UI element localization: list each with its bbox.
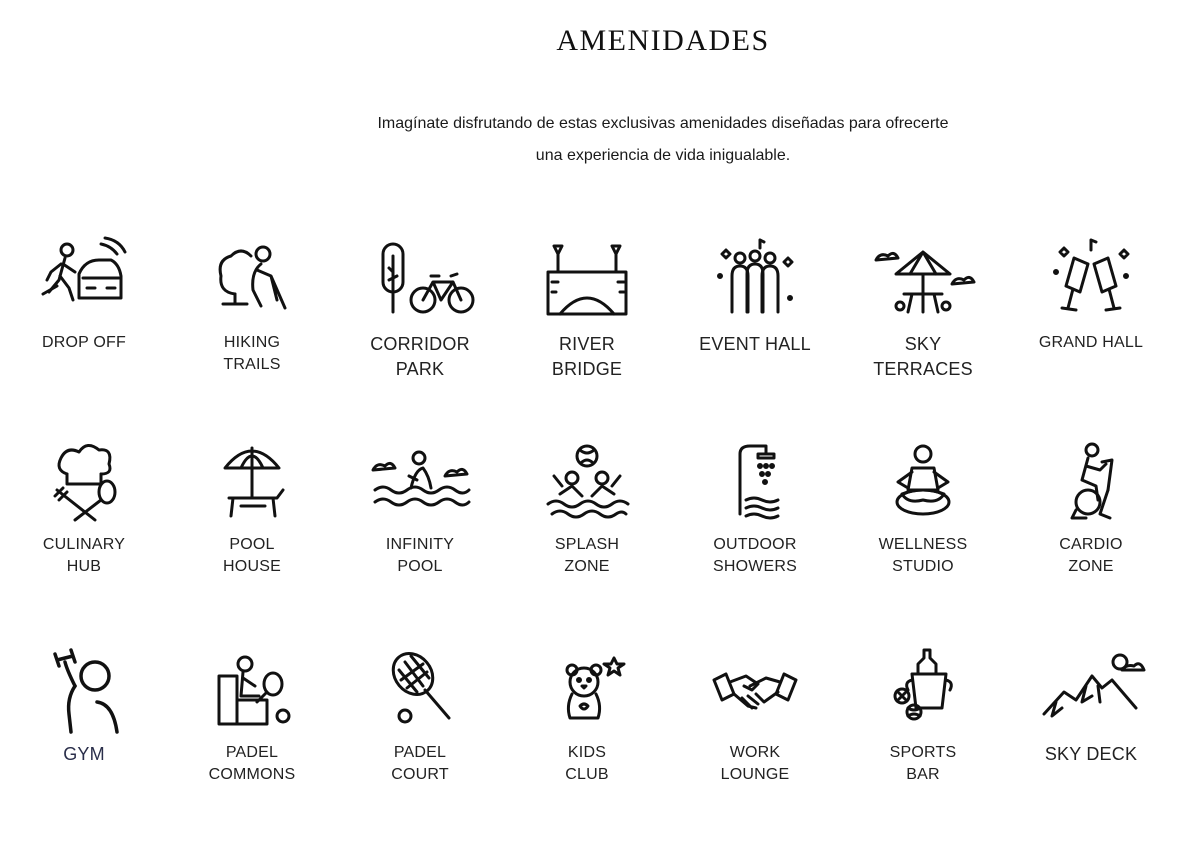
- amenity-infinity-pool: [345, 438, 495, 578]
- amenity-label: SPLASH ZONE: [554, 536, 620, 575]
- amenity-label: GYM: [63, 744, 105, 764]
- amenity-outdoor-showers: [680, 438, 830, 578]
- corridor-park-icon: [365, 236, 475, 326]
- amenity-label: SKY TERRACES: [873, 334, 973, 379]
- amenity-sky-deck: [1016, 646, 1166, 767]
- amenity-work-lounge: [680, 646, 830, 786]
- drop-off-icon: [29, 236, 139, 326]
- amenity-label: SPORTS BAR: [889, 744, 957, 783]
- amenity-kids-club: [512, 646, 662, 786]
- gym-icon: [29, 646, 139, 736]
- amenity-event-hall: [680, 236, 830, 357]
- amenity-label: KIDS CLUB: [565, 744, 609, 783]
- river-bridge-icon: [532, 236, 642, 326]
- amenity-label: CORRIDOR PARK: [370, 334, 470, 379]
- amenity-label: INFINITY POOL: [385, 536, 455, 575]
- infinity-pool-icon: [365, 438, 475, 528]
- amenity-label: HIKING TRAILS: [223, 334, 281, 373]
- amenity-padel-commons: [177, 646, 327, 786]
- amenity-label: WORK LOUNGE: [720, 744, 790, 783]
- splash-zone-icon: [532, 438, 642, 528]
- subtitle-line-2: una experiencia de vida inigualable.: [535, 147, 791, 164]
- amenity-label: CULINARY HUB: [42, 536, 126, 575]
- sky-deck-icon: [1036, 646, 1146, 736]
- amenity-label: RIVER BRIDGE: [551, 334, 623, 379]
- padel-court-icon: [365, 646, 475, 736]
- work-lounge-icon: [700, 646, 810, 736]
- event-hall-icon: [700, 236, 810, 326]
- amenity-label: SKY DECK: [1044, 744, 1138, 764]
- amenity-label: GRAND HALL: [1038, 334, 1144, 351]
- culinary-hub-icon: [29, 438, 139, 528]
- hiking-trails-icon: [197, 236, 307, 326]
- amenity-river-bridge: [512, 236, 662, 382]
- amenity-label: CARDIO ZONE: [1059, 536, 1123, 575]
- amenity-label: OUTDOOR SHOWERS: [712, 536, 798, 575]
- amenity-label: POOL HOUSE: [223, 536, 281, 575]
- amenity-label: EVENT HALL: [699, 334, 811, 354]
- amenity-corridor-park: [345, 236, 495, 382]
- amenity-label: WELLNESS STUDIO: [878, 536, 968, 575]
- grand-hall-icon: [1036, 236, 1146, 326]
- amenity-label: PADEL COMMONS: [208, 744, 296, 783]
- amenity-padel-court: [345, 646, 495, 786]
- amenity-label: PADEL COURT: [391, 744, 449, 783]
- wellness-studio-icon: [868, 438, 978, 528]
- amenity-sports-bar: [848, 646, 998, 786]
- subtitle-line-1: Imagínate disfrutando de estas exclusivas amenidades diseñadas para ofrecerte: [377, 115, 949, 132]
- padel-commons-icon: [197, 646, 307, 736]
- sports-bar-icon: [868, 646, 978, 736]
- page-title: AMENIDADES: [556, 24, 770, 57]
- pool-house-icon: [197, 438, 307, 528]
- cardio-zone-icon: [1036, 438, 1146, 528]
- amenity-sky-terraces: [848, 236, 998, 382]
- sky-terraces-icon: [868, 236, 978, 326]
- amenity-drop-off: [9, 236, 159, 354]
- amenity-gym: [9, 646, 159, 767]
- amenity-culinary-hub: [9, 438, 159, 578]
- amenity-cardio-zone: [1016, 438, 1166, 578]
- amenity-wellness-studio: [848, 438, 998, 578]
- amenity-pool-house: [177, 438, 327, 578]
- amenity-label: DROP OFF: [42, 334, 126, 351]
- amenity-splash-zone: [512, 438, 662, 578]
- amenity-grand-hall: [1016, 236, 1166, 354]
- outdoor-showers-icon: [700, 438, 810, 528]
- amenity-hiking-trails: [177, 236, 327, 376]
- kids-club-icon: [532, 646, 642, 736]
